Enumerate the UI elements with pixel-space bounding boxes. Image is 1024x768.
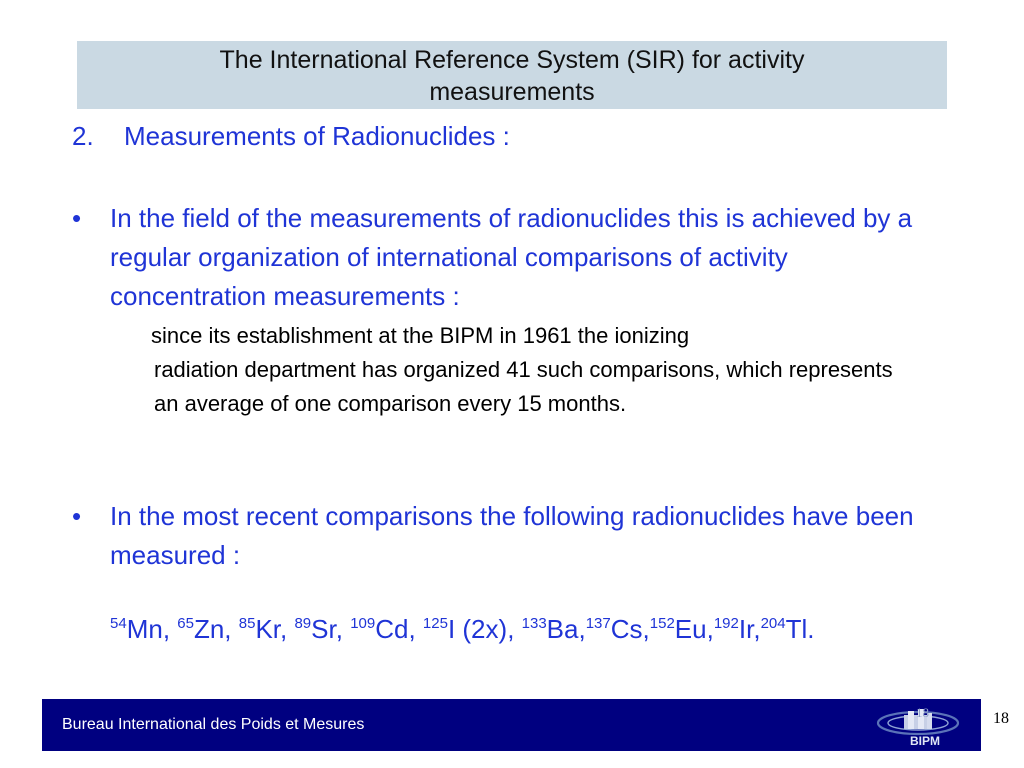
separator: , (507, 614, 522, 644)
sub-paragraph-rest: radiation department has organized 41 such comparisons, which represents an average of one comparison every 15 months. (154, 357, 893, 416)
radionuclide-item (586, 614, 650, 644)
radionuclide-item (714, 614, 761, 644)
separator: , (335, 614, 351, 644)
separator: , (578, 614, 586, 644)
section-number: 2. (72, 121, 94, 151)
section-heading (72, 120, 510, 152)
section-heading-text: Measurements of Radionuclides : (124, 121, 510, 151)
mass-number: 192 (713, 615, 739, 632)
element-symbol: Mn (126, 614, 163, 644)
radionuclide-item (423, 614, 522, 644)
mass-number: 109 (350, 615, 376, 632)
separator: , (706, 614, 714, 644)
slide-title-line2: measurements (429, 78, 595, 106)
element-symbol: Ba (546, 614, 579, 644)
radionuclide-item (650, 614, 714, 644)
radionuclide-item (177, 614, 238, 644)
sub-paragraph (151, 319, 914, 421)
mass-number: 54 (110, 615, 127, 632)
radionuclide-item (522, 614, 586, 644)
element-symbol: Cs (610, 614, 643, 644)
bipm-logo-text: BIPM (910, 734, 940, 748)
element-symbol: Cd (375, 614, 409, 644)
radionuclide-item (294, 614, 350, 644)
mass-number: 125 (422, 615, 448, 632)
radionuclide-item (350, 614, 423, 644)
page-number: 18 (993, 710, 1009, 727)
separator: , (408, 614, 423, 644)
radionuclide-list (110, 610, 970, 648)
radionuclide-item (239, 614, 295, 644)
element-symbol: Eu (674, 614, 707, 644)
footer-slide-number: 18 (916, 705, 929, 720)
separator: , (162, 614, 178, 644)
element-symbol: I (2x) (447, 614, 508, 644)
footer-organization: Bureau International des Poids et Mesures (62, 716, 365, 733)
separator: . (807, 614, 815, 644)
mass-number: 65 (177, 615, 194, 632)
footer-bar (42, 699, 981, 751)
mass-number: 85 (238, 615, 256, 632)
radionuclide-item (761, 614, 815, 644)
separator: , (280, 614, 295, 644)
element-symbol: Ir (738, 614, 754, 644)
bullet-text: In the field of the measurements of radionuclides this is achieved by a regular organization of international comparisons of activity concentration measurements : (110, 203, 913, 311)
mass-number: 89 (294, 615, 312, 632)
separator: , (224, 614, 239, 644)
element-symbol: Kr (255, 614, 281, 644)
separator: , (642, 614, 650, 644)
radionuclide-item (110, 614, 177, 644)
sub-paragraph-line1: since its establishment at the BIPM in 1961 the ionizing (151, 323, 690, 348)
separator: , (753, 614, 761, 644)
mass-number: 137 (585, 615, 611, 632)
element-symbol: Tl (785, 614, 808, 644)
bullet-marker: • (72, 501, 82, 531)
slide-title (77, 41, 947, 109)
mass-number: 152 (649, 615, 675, 632)
element-symbol: Sr (311, 614, 336, 644)
mass-number: 204 (760, 615, 786, 632)
element-symbol: Zn (193, 614, 225, 644)
mass-number: 133 (521, 615, 547, 632)
bullet-marker: • (72, 203, 82, 233)
slide-title-line1: The International Reference System (SIR) for activity (219, 46, 805, 74)
bullet-text: In the most recent comparisons the following radionuclides have been measured : (110, 501, 914, 570)
